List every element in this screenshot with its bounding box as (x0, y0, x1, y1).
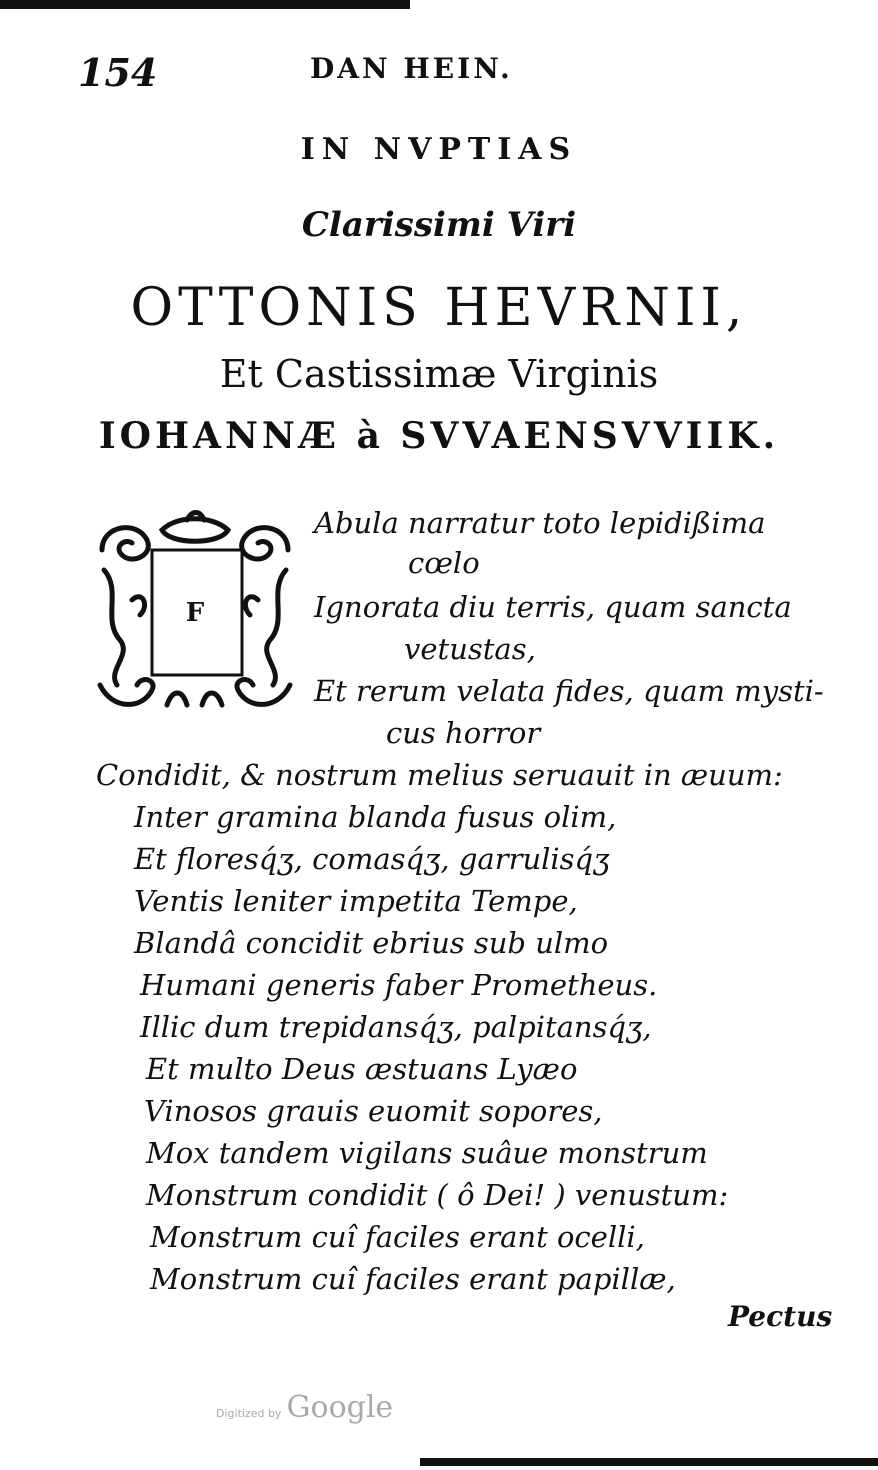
top-edge-rule (0, 0, 410, 9)
title-line-3: OTTONIS HEVRNII, (130, 278, 748, 338)
verse-line: Inter gramina blanda fusus olim, (134, 800, 617, 834)
verse-line: Condidit, & nostrum melius seruauit in æuum: (96, 758, 783, 792)
watermark-logo: Google (286, 1390, 394, 1425)
bottom-edge-rule (420, 1458, 878, 1466)
verse-line: cus horror (386, 716, 541, 750)
verse-line: Et floresq́ʒ, comasq́ʒ, garrulisq́ʒ (134, 842, 610, 876)
verse-line: Vinosos grauis euomit sopores, (144, 1094, 603, 1128)
title-line-4: Et Castissimæ Virginis (219, 352, 659, 396)
verse-line: Et multo Deus æstuans Lyæo (146, 1052, 578, 1086)
title-line-1: IN NVPTIAS (300, 132, 578, 167)
initial-letter: F (185, 598, 205, 628)
verse-line: Monstrum condidit ( ô Dei! ) venustum: (146, 1178, 729, 1212)
verse-line: Abula narratur toto lepidißima (314, 506, 766, 540)
catchword: Pectus (728, 1300, 833, 1333)
page-number: 154 (78, 50, 158, 95)
verse-line: Monstrum cuî faciles erant papillæ, (150, 1262, 676, 1296)
digitization-watermark (216, 1390, 393, 1425)
verse-line: Blandâ concidit ebrius sub ulmo (134, 926, 609, 960)
ornamental-initial (92, 510, 298, 716)
verse-line: Humani generis faber Prometheus. (140, 968, 658, 1002)
verse-line: Ventis leniter impetita Tempe, (134, 884, 578, 918)
verse-line: Ignorata diu terris, quam sancta (314, 590, 792, 624)
verse-line: Monstrum cuî faciles erant ocelli, (150, 1220, 645, 1254)
title-line-5: IOHANNÆ à SVVAENSVVIIK. (98, 415, 780, 457)
running-head: DAN HEIN. (310, 52, 513, 85)
verse-line: Illic dum trepidansq́ʒ, palpitansq́ʒ, (140, 1010, 652, 1044)
title-line-2: Clarissimi Viri (301, 205, 577, 245)
watermark-prefix: Digitized by (216, 1407, 282, 1420)
verse-line: Et rerum velata fides, quam mysti- (314, 674, 824, 708)
verse-line: cœlo (408, 546, 480, 580)
verse-line: vetustas, (404, 632, 536, 666)
verse-line: Mox tandem vigilans suâue monstrum (146, 1136, 708, 1170)
